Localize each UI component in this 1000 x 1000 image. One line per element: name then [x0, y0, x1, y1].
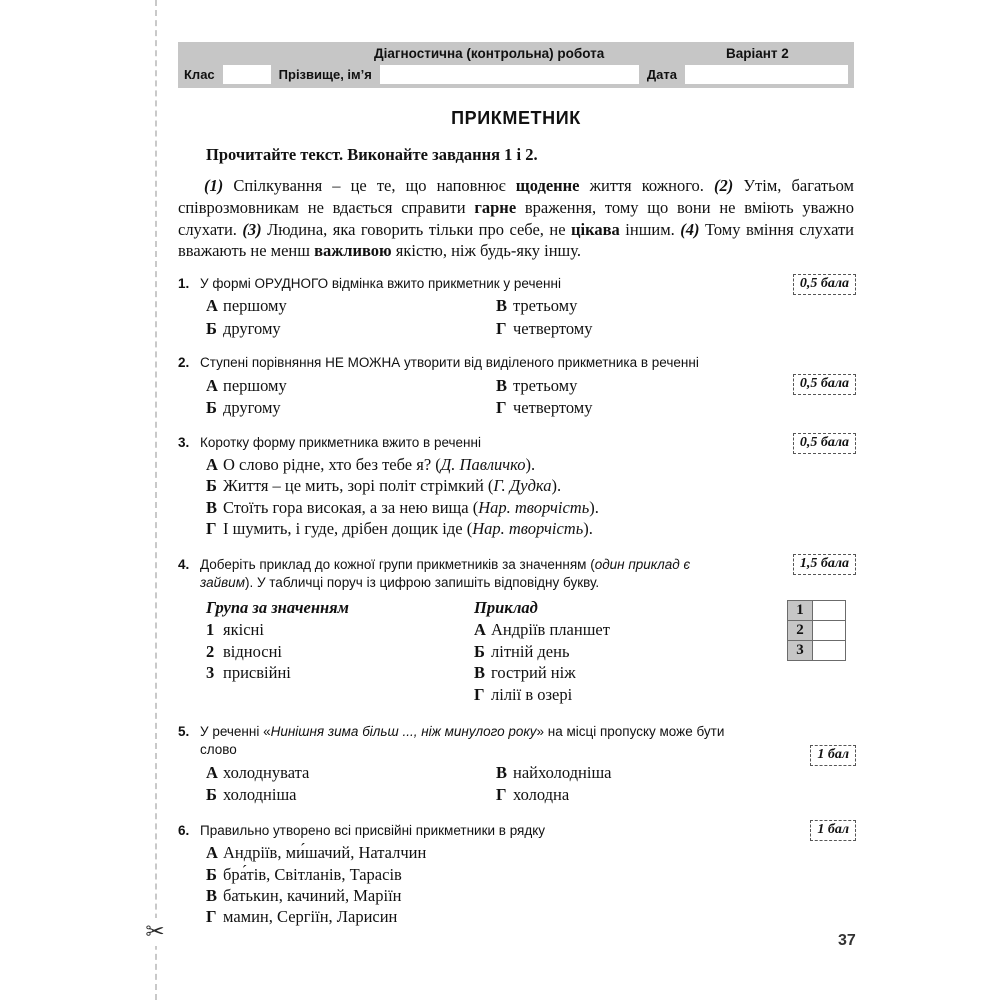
example-g[interactable] — [474, 684, 726, 705]
question-3-stem: Коротку форму прикметника вжито в реченні — [200, 434, 481, 450]
option-text: другому — [223, 398, 281, 418]
sentence-3-number: (3) — [242, 219, 262, 239]
answer-value-1[interactable] — [813, 600, 846, 620]
option-g[interactable] — [496, 397, 854, 418]
option-letter: Г — [206, 907, 217, 927]
option-v[interactable] — [206, 497, 854, 518]
question-1 — [178, 275, 854, 339]
option-g[interactable] — [496, 318, 854, 339]
option-text: третьому — [513, 375, 578, 395]
option-text-post: ). — [583, 519, 593, 539]
question-5-head — [178, 723, 854, 760]
question-4-number: 4. — [178, 556, 190, 572]
example-text: гострий ніж — [491, 663, 576, 683]
question-4-stem-emphasis: один приклад є зайвим — [200, 556, 691, 590]
option-b[interactable] — [206, 475, 854, 496]
answer-value-3[interactable] — [813, 640, 846, 660]
question-2-head — [178, 354, 854, 372]
question-1-head — [178, 275, 854, 293]
option-g[interactable] — [496, 784, 854, 805]
scissors-icon: ✂ — [141, 918, 169, 946]
option-text-post: ). — [525, 454, 536, 474]
option-letter: А — [206, 375, 218, 395]
option-text: найхолодніша — [513, 762, 612, 782]
question-6-options — [206, 842, 854, 928]
score-badge: 0,5 бала — [793, 374, 856, 395]
group-1[interactable] — [206, 619, 474, 640]
option-text: першому — [223, 296, 287, 316]
option-letter: А — [206, 843, 218, 863]
option-b[interactable] — [206, 864, 854, 885]
sentence-2c: враження, тому що вони не вміють уважно слухати. — [178, 197, 854, 239]
question-5-number: 5. — [178, 724, 190, 740]
answer-value-2[interactable] — [813, 620, 846, 640]
score-badge: 0,5 бала — [793, 433, 856, 454]
option-text: холоднувата — [223, 762, 310, 782]
example-letter: Б — [474, 641, 485, 661]
option-b[interactable] — [206, 784, 496, 805]
question-2 — [178, 354, 854, 418]
sentence-3c: іншим. — [619, 219, 681, 239]
sentence-4-bold: важливою — [314, 241, 392, 261]
sentence-3a: Людина, яка говорить тільки про себе, не — [261, 219, 572, 239]
sentence-2a: Утім, багатьом співрозмовникам не вдається справити — [178, 176, 854, 217]
header-fields-row — [184, 64, 848, 84]
sentence-1-bold: щоденне — [515, 176, 580, 195]
option-text: першому — [223, 375, 287, 395]
example-letter: А — [474, 620, 486, 640]
score-badge: 1 бал — [810, 745, 856, 766]
option-a[interactable] — [206, 762, 496, 783]
option-text: другому — [223, 318, 281, 338]
group-text: відносні — [223, 641, 282, 661]
option-letter: Г — [496, 785, 507, 805]
example-text: літній день — [491, 641, 570, 661]
option-a[interactable] — [206, 295, 496, 316]
option-text-pre: О слово рідне, хто без тебе я? ( — [223, 454, 441, 474]
question-5-stem-b: » на місці пропуску може бути слово — [200, 724, 725, 758]
question-6 — [178, 822, 854, 928]
option-text: бра́тів, Світланів, Тарасів — [223, 864, 402, 884]
option-citation: Нар. творчість — [478, 497, 590, 517]
option-text-pre: Стоїть гора високая, а за нею вища ( — [223, 497, 479, 517]
question-4-head — [178, 556, 854, 593]
option-letter: А — [206, 762, 218, 782]
question-6-stem: Правильно утворено всі присвійні прикметники в рядку — [200, 822, 546, 838]
page-title: ПРИКМЕТНИК — [451, 108, 581, 128]
option-letter: В — [496, 375, 508, 395]
question-5 — [178, 723, 854, 806]
answer-row-1 — [788, 600, 846, 620]
class-input[interactable] — [223, 65, 271, 84]
option-letter: Б — [206, 318, 217, 338]
question-4-stem — [200, 556, 745, 593]
question-2-options — [206, 375, 854, 419]
sentence-2-bold: гарне — [474, 197, 517, 217]
option-text: третьому — [513, 296, 578, 316]
cut-line — [155, 0, 157, 1000]
group-number: 2 — [206, 641, 215, 661]
option-citation: Нар. творчість — [472, 519, 584, 539]
option-citation: Г. Дудка — [493, 476, 552, 496]
group-number: 1 — [206, 620, 215, 640]
question-4-stem-b: ). У табличці поруч із цифрою запишіть відповідну букву. — [244, 575, 600, 590]
question-3-head — [178, 434, 854, 452]
example-text: лілії в озері — [491, 684, 573, 704]
answer-row-2 — [788, 620, 846, 640]
option-v[interactable] — [206, 885, 854, 906]
option-text: Андріїв, ми́шачий, Наталчин — [223, 843, 427, 863]
header-variant: Варіант 2 — [726, 46, 789, 61]
question-4-stem-a: Доберіть приклад до кожної групи прикметників за значенням ( — [200, 556, 595, 572]
sentence-3-bold: цікава — [571, 219, 620, 239]
option-a[interactable] — [206, 375, 496, 396]
question-5-stem — [200, 723, 745, 760]
sentence-4a: Тому вміння слухати вважають не менш — [178, 219, 855, 261]
option-letter: В — [496, 296, 508, 316]
option-text: четвертому — [513, 318, 593, 338]
group-2[interactable] — [206, 641, 474, 662]
option-v[interactable] — [496, 762, 854, 783]
question-5-options — [206, 762, 854, 806]
option-letter: В — [496, 762, 508, 782]
option-text-pre: Життя – це мить, зорі політ стрімкий ( — [223, 476, 494, 496]
option-letter: Г — [496, 398, 507, 418]
match-column-2-header: Приклад — [474, 598, 538, 618]
worksheet-page — [178, 42, 854, 928]
group-number: 3 — [206, 663, 215, 683]
header-title: Діагностична (контрольна) робота — [374, 46, 605, 61]
match-column-1-header: Група за значенням — [206, 598, 349, 618]
answer-grid — [787, 600, 846, 661]
option-b[interactable] — [206, 397, 496, 418]
answer-row-3 — [788, 640, 846, 660]
option-letter: Б — [206, 398, 217, 418]
option-letter: Б — [206, 476, 217, 496]
group-text: присвійні — [223, 663, 291, 683]
example-letter: Г — [474, 684, 485, 704]
question-2-stem: Ступені порівняння НЕ МОЖНА утворити від виділеного прикметника в реченні — [200, 355, 699, 371]
name-label: Прізвище, ім’я — [278, 66, 372, 82]
option-letter: Г — [496, 318, 507, 338]
question-6-head — [178, 822, 854, 840]
option-letter: А — [206, 296, 218, 316]
sentence-4c: якістю, ніж будь-яку іншу. — [391, 241, 581, 261]
score-badge: 1,5 бала — [793, 554, 856, 575]
class-label: Клас — [184, 66, 215, 82]
question-1-stem: У формі ОРУДНОГО відмінка вжито прикметник у реченні — [200, 276, 561, 292]
question-5-quote: Нинішня зима більш ..., ніж минулого року — [270, 724, 537, 740]
option-a[interactable] — [206, 454, 854, 475]
score-badge: 1 бал — [810, 820, 856, 841]
question-2-number: 2. — [178, 355, 190, 371]
question-3 — [178, 434, 854, 540]
date-label: Дата — [646, 66, 677, 82]
option-v[interactable] — [496, 295, 854, 316]
answer-key-2: 2 — [788, 620, 813, 640]
option-text: мамин, Сергіїн, Ларисин — [223, 907, 398, 927]
question-3-number: 3. — [178, 434, 190, 450]
option-text: четвертому — [513, 398, 593, 418]
option-text-post: ). — [589, 497, 599, 517]
option-citation: Д. Павличко — [440, 454, 526, 474]
option-g[interactable] — [206, 518, 854, 539]
option-a[interactable] — [206, 842, 854, 863]
sentence-1c: життя кожного. — [579, 176, 715, 195]
option-letter: А — [206, 454, 218, 474]
group-text: якісні — [223, 620, 264, 640]
reading-passage — [178, 175, 854, 262]
example-letter: В — [474, 663, 486, 683]
option-text-post: ). — [551, 476, 562, 496]
option-letter: Г — [206, 519, 217, 539]
option-text: батькин, качиний, Маріїн — [223, 885, 402, 905]
option-text: холодніша — [223, 785, 297, 805]
name-input[interactable] — [380, 65, 639, 84]
worksheet-header — [178, 42, 854, 88]
option-text: холодна — [513, 785, 570, 805]
sentence-1-number: (1) — [204, 176, 224, 195]
option-letter: Б — [206, 864, 217, 884]
option-letter: В — [206, 497, 218, 517]
example-a[interactable] — [474, 619, 726, 640]
question-1-options — [206, 295, 854, 339]
answer-key-1: 1 — [788, 600, 813, 620]
group-3[interactable] — [206, 662, 474, 683]
sentence-1a: Спілкування – це те, що наповнює — [223, 176, 516, 195]
example-text: Андріїв планшет — [491, 620, 610, 640]
instruction-text: Прочитайте текст. Виконайте завдання 1 і 2. — [206, 145, 538, 164]
question-5-stem-a: У реченні « — [200, 724, 271, 740]
question-3-options — [206, 454, 854, 540]
answer-key-3: 3 — [788, 640, 813, 660]
date-input[interactable] — [685, 65, 848, 84]
option-letter: Б — [206, 785, 217, 805]
example-v[interactable] — [474, 662, 726, 683]
page-number: 37 — [838, 932, 856, 949]
example-b[interactable] — [474, 641, 726, 662]
option-text-pre: І шумить, і гуде, дрібен дощик іде ( — [223, 519, 473, 539]
question-4-match-columns — [206, 598, 726, 705]
question-1-number: 1. — [178, 276, 190, 292]
question-6-number: 6. — [178, 822, 190, 838]
option-letter: В — [206, 885, 218, 905]
question-4 — [178, 556, 854, 705]
option-g[interactable] — [206, 906, 854, 927]
match-examples — [474, 619, 726, 705]
sentence-2-number: (2) — [714, 176, 734, 195]
match-groups — [206, 619, 474, 705]
option-b[interactable] — [206, 318, 496, 339]
sentence-4-number: (4) — [680, 219, 700, 239]
score-badge: 0,5 бала — [793, 274, 856, 295]
